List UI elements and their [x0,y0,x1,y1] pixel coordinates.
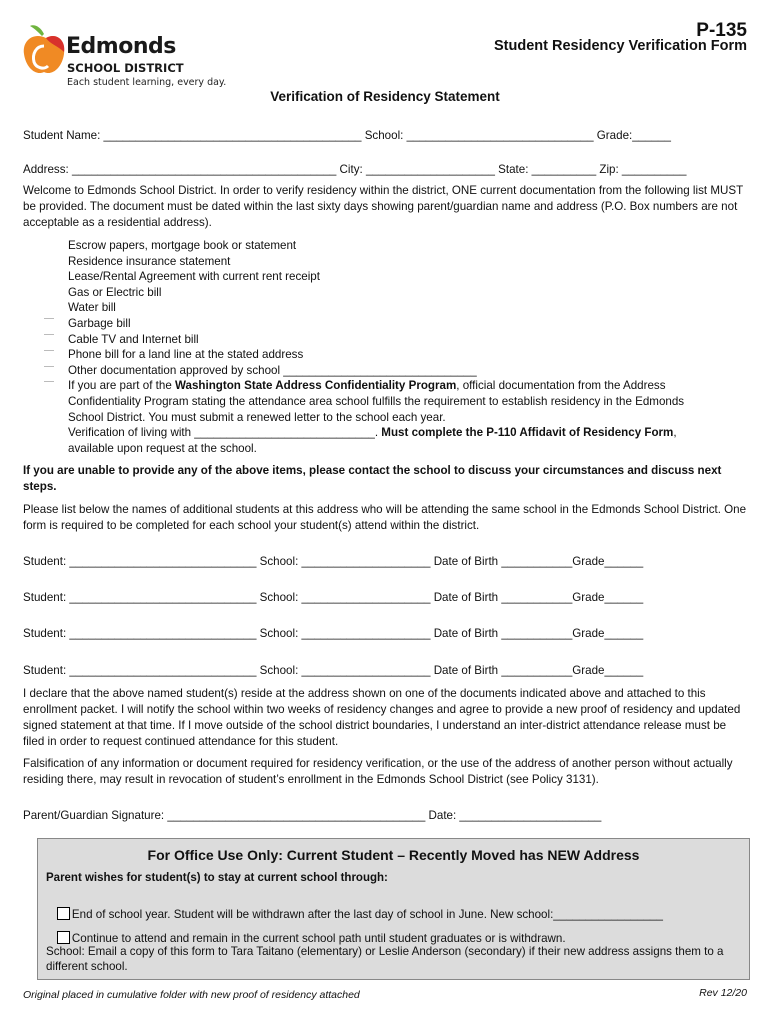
list-item-living-with: Verification of living with ____________________________. Must complete the P-110 Affidavit of Residency Form, [68,426,677,440]
falsification-paragraph: Falsification of any information or document required for residency verification, or the use of the address of another person without actually residing there, may result in revocation of student’s enrollment in the Edmonds School District (see Policy 3131). [23,757,733,786]
form-title: Student Residency Verification Form [494,38,747,54]
apple-logo-icon [22,22,66,80]
list-item: Garbage bill [68,316,131,330]
footer-note: Original placed in cumulative folder with new proof of residency attached [23,989,360,1001]
student-row[interactable]: Student: _____________________________ School: ____________________ Date of Birth ___________Grade______ [23,627,644,640]
revision-label: Rev 12/20 [699,987,747,999]
document-list [68,238,748,456]
signature-line[interactable]: Parent/Guardian Signature: ________________________________________ Date: ______________________ [23,809,602,822]
list-item: Lease/Rental Agreement with current rent receipt [68,270,320,284]
office-note: School: Email a copy of this form to Tara Taitano (elementary) or Leslie Anderson (secondary) if their new address assigns them to a different school. [46,945,724,973]
list-dash [44,318,54,319]
logo-tagline: Each student learning, every day. [67,77,227,88]
list-item: Other documentation approved by school ______________________________ [68,363,477,377]
option-continue: Continue to attend and remain in the current school path until student graduates or is withdrawn. [44,918,566,958]
list-item: Gas or Electric bill [68,285,162,299]
list-item-living-with-cont: available upon request at the school. [68,441,257,455]
option-end-of-year: End of school year. Student will be withdrawn after the last day of school in June. New school:_________________ [44,894,663,934]
continue-checkbox[interactable] [57,931,70,944]
office-use-box [37,838,750,980]
address-line[interactable]: Address: _________________________________________ City: ____________________ State: __________ Zip: __________ [23,163,687,176]
list-item: Escrow papers, mortgage book or statement [68,239,297,252]
list-dash [44,350,54,351]
list-item: Phone bill for a land line at the stated address [68,348,304,362]
student-row[interactable]: Student: _____________________________ School: ____________________ Date of Birth ___________Grade______ [23,664,644,677]
list-item: Water bill [68,301,116,315]
declaration-paragraph: I declare that the above named student(s) reside at the address shown on one of the documents indicated above and attached to this enrollment packet. I will notify the school within two weeks of residency changes and agree to provide a new proof of residency and updated signed statement at that time. If I move outside of the school district boundaries, I understand an inter-district attendance release must be filed in order to request continued attendance for this student. [23,687,741,748]
form-number: P-135 [696,20,747,41]
list-item-acp-cont: Confidentiality Program stating the attendance area school fulfills the requirement to establish residency in the Edmonds [68,394,685,408]
student-row[interactable]: Student: _____________________________ School: ____________________ Date of Birth ___________Grade______ [23,591,644,604]
acp-program-name: Washington State Address Confidentiality Program [174,379,457,393]
statement-title: Verification of Residency Statement [270,89,500,104]
list-dash [44,381,54,382]
office-subtitle: Parent wishes for student(s) to stay at current school through: [46,872,388,884]
list-item-acp: If you are part of the Washington State Address Confidentiality Program, official documentation from the Address [68,379,666,393]
list-item: Residence insurance statement [68,254,231,268]
list-dash [44,334,54,335]
additional-intro: Please list below the names of additional students at this address who will be attending the same school in the Edmonds School District. One form is required to be completed for each school your student(s) attend within the district. [23,503,747,532]
student-row[interactable]: Student: _____________________________ School: ____________________ Date of Birth ___________Grade______ [23,555,644,568]
list-item-acp-cont: School District. You must submit a renewed letter to the school each year. [68,410,446,424]
logo-name: Edmonds [66,34,176,59]
logo-sub: SCHOOL DISTRICT [67,61,184,75]
intro-paragraph: Welcome to Edmonds School District. In order to verify residency within the district, ONE current documentation from the following list MUST be provided. The document must be dated within the last sixty days showing parent/guardian name and address (P.O. Box numbers are not acceptable as a residential address). [23,184,743,229]
list-dash [44,366,54,367]
district-logo [22,22,227,92]
student-info-line[interactable]: Student Name: ________________________________________ School: _____________________________ Grade:______ [23,129,671,142]
office-title: For Office Use Only: Current Student – Recently Moved has NEW Address [147,847,640,863]
unable-notice: If you are unable to provide any of the above items, please contact the school to discuss your circumstances and discuss next steps. [23,464,722,493]
list-item: Cable TV and Internet bill [68,332,199,346]
